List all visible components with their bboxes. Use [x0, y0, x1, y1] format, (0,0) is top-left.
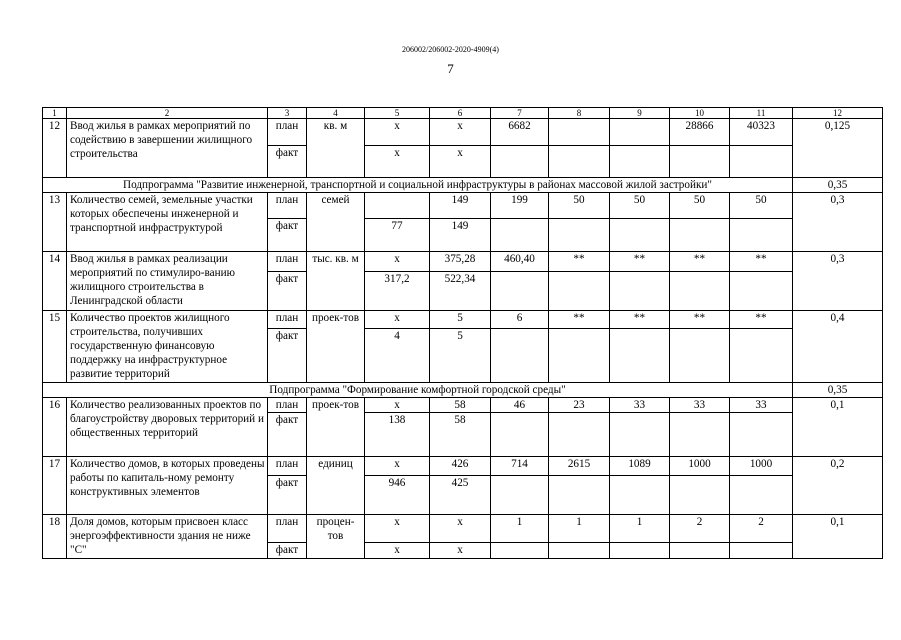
fact-value [610, 219, 670, 252]
fact-label: факт [268, 329, 307, 383]
plan-value: ** [670, 311, 730, 329]
fact-value [730, 272, 793, 311]
fact-value [491, 272, 549, 311]
indicator-name: Количество семей, земельные участки которых обеспечены инженерной и транспортной инфраструктурой [67, 193, 268, 252]
column-number: 3 [268, 108, 307, 119]
table-row [43, 311, 883, 329]
fact-value [730, 413, 793, 457]
row-number: 17 [43, 457, 67, 515]
table-row [43, 398, 883, 413]
fact-value [670, 219, 730, 252]
plan-value: 58 [430, 398, 491, 413]
plan-value: х [365, 398, 430, 413]
plan-label: план [268, 193, 307, 219]
plan-label: план [268, 515, 307, 543]
plan-label: план [268, 457, 307, 476]
plan-value: 6682 [491, 119, 549, 146]
fact-value [549, 146, 610, 178]
fact-value [491, 329, 549, 383]
row-number: 16 [43, 398, 67, 457]
plan-value: 33 [610, 398, 670, 413]
fact-value: х [430, 543, 491, 559]
plan-label: план [268, 398, 307, 413]
fact-value [610, 272, 670, 311]
weight-value: 0,1 [793, 515, 883, 559]
plan-value: ** [730, 252, 793, 272]
plan-value: 1 [610, 515, 670, 543]
plan-value: 5 [430, 311, 491, 329]
plan-value: х [365, 311, 430, 329]
fact-value: 149 [430, 219, 491, 252]
plan-value: ** [730, 311, 793, 329]
plan-value: 1000 [670, 457, 730, 476]
fact-value [549, 219, 610, 252]
row-number: 18 [43, 515, 67, 559]
fact-value [491, 146, 549, 178]
fact-label: факт [268, 476, 307, 515]
column-number: 11 [730, 108, 793, 119]
fact-value [610, 543, 670, 559]
plan-value: 1000 [730, 457, 793, 476]
unit: проек-тов [307, 311, 365, 383]
plan-value: 2 [670, 515, 730, 543]
indicators-table [42, 107, 883, 559]
table-row [43, 252, 883, 272]
weight-value: 0,1 [793, 398, 883, 457]
page-number: 7 [447, 61, 454, 76]
fact-value [610, 146, 670, 178]
indicator-name: Ввод жилья в рамках мероприятий по содействию в завершении жилищного строительства [67, 119, 268, 178]
fact-value: 138 [365, 413, 430, 457]
fact-label: факт [268, 413, 307, 457]
plan-value: х [365, 252, 430, 272]
plan-label: план [268, 119, 307, 146]
plan-value: 426 [430, 457, 491, 476]
fact-value: 4 [365, 329, 430, 383]
weight-value: 0,125 [793, 119, 883, 178]
table-row [43, 515, 883, 543]
unit: проек-тов [307, 398, 365, 457]
plan-value: 50 [670, 193, 730, 219]
fact-value [491, 476, 549, 515]
plan-value [365, 193, 430, 219]
fact-value [549, 476, 610, 515]
fact-value [670, 543, 730, 559]
fact-value [610, 329, 670, 383]
plan-value: х [430, 119, 491, 146]
fact-label: факт [268, 272, 307, 311]
column-number: 2 [67, 108, 268, 119]
column-number: 7 [491, 108, 549, 119]
plan-value: 1 [549, 515, 610, 543]
indicator-name: Ввод жилья в рамках реализации мероприятий по стимулиро-ванию жилищного строительства в Ленинградской области [67, 252, 268, 311]
plan-value: х [365, 515, 430, 543]
subprogram-row [43, 383, 883, 398]
fact-value [491, 543, 549, 559]
plan-value: 714 [491, 457, 549, 476]
subprogram-weight: 0,35 [793, 383, 883, 398]
weight-value: 0,3 [793, 193, 883, 252]
fact-value [730, 329, 793, 383]
plan-value: 50 [730, 193, 793, 219]
unit: единиц [307, 457, 365, 515]
plan-value: 149 [430, 193, 491, 219]
plan-value: х [430, 515, 491, 543]
plan-value: 1 [491, 515, 549, 543]
column-number: 5 [365, 108, 430, 119]
plan-value [610, 119, 670, 146]
column-number-row [43, 108, 883, 119]
fact-value [730, 219, 793, 252]
plan-value: 23 [549, 398, 610, 413]
fact-value [549, 329, 610, 383]
plan-value: 199 [491, 193, 549, 219]
fact-value [549, 413, 610, 457]
row-number: 15 [43, 311, 67, 383]
fact-value [670, 272, 730, 311]
plan-value: 2615 [549, 457, 610, 476]
column-number: 4 [307, 108, 365, 119]
fact-label: факт [268, 146, 307, 178]
fact-value [610, 413, 670, 457]
table-row [43, 193, 883, 219]
plan-value: 2 [730, 515, 793, 543]
fact-value: х [365, 543, 430, 559]
subprogram-weight: 0,35 [793, 178, 883, 193]
row-number: 12 [43, 119, 67, 178]
fact-value [730, 543, 793, 559]
indicator-name: Количество домов, в которых проведены работы по капиталь-ному ремонту конструктивных элементов [67, 457, 268, 515]
subprogram-row [43, 178, 883, 193]
fact-value: 77 [365, 219, 430, 252]
plan-label: план [268, 311, 307, 329]
column-number: 1 [43, 108, 67, 119]
plan-value: ** [549, 311, 610, 329]
unit: кв. м [307, 119, 365, 178]
fact-value [730, 146, 793, 178]
column-number: 10 [670, 108, 730, 119]
subprogram-title: Подпрограмма "Формирование комфортной городской среды" [43, 383, 793, 398]
subprogram-title: Подпрограмма "Развитие инженерной, транспортной и социальной инфраструктуры в районах массовой жилой застройки" [43, 178, 793, 193]
fact-value: х [365, 146, 430, 178]
fact-value: 317,2 [365, 272, 430, 311]
fact-value: 522,34 [430, 272, 491, 311]
fact-value [610, 476, 670, 515]
fact-value [491, 219, 549, 252]
document-id: 206002/206002-2020-4909(4) [402, 45, 499, 54]
unit: процен-тов [307, 515, 365, 559]
plan-value: 1089 [610, 457, 670, 476]
fact-value [670, 146, 730, 178]
indicator-name: Количество проектов жилищного строительства, получивших государственную финансовую поддержку на инфраструктурное развитие территорий [67, 311, 268, 383]
fact-value [670, 329, 730, 383]
fact-value: 425 [430, 476, 491, 515]
plan-value: 6 [491, 311, 549, 329]
weight-value: 0,3 [793, 252, 883, 311]
plan-value: ** [549, 252, 610, 272]
plan-label: план [268, 252, 307, 272]
plan-value: 46 [491, 398, 549, 413]
weight-value: 0,2 [793, 457, 883, 515]
fact-value [730, 476, 793, 515]
table-row [43, 457, 883, 476]
plan-value: 33 [670, 398, 730, 413]
table-row [43, 119, 883, 146]
plan-value: 460,40 [491, 252, 549, 272]
plan-value: 50 [610, 193, 670, 219]
fact-value [670, 413, 730, 457]
plan-value: 375,28 [430, 252, 491, 272]
plan-value: 33 [730, 398, 793, 413]
fact-value [549, 272, 610, 311]
plan-value: ** [610, 311, 670, 329]
indicator-name: Доля домов, которым присвоен класс энергоэффективности здания не ниже "С" [67, 515, 268, 559]
fact-value: 58 [430, 413, 491, 457]
weight-value: 0,4 [793, 311, 883, 383]
column-number: 8 [549, 108, 610, 119]
column-number: 12 [793, 108, 883, 119]
plan-value: 50 [549, 193, 610, 219]
fact-label: факт [268, 543, 307, 559]
fact-value [670, 476, 730, 515]
table-body [43, 108, 883, 559]
plan-value: х [365, 119, 430, 146]
indicator-name: Количество реализованных проектов по благоустройству дворовых территорий и общественных территорий [67, 398, 268, 457]
plan-value: 28866 [670, 119, 730, 146]
plan-value [549, 119, 610, 146]
fact-label: факт [268, 219, 307, 252]
fact-value: 5 [430, 329, 491, 383]
row-number: 13 [43, 193, 67, 252]
column-number: 6 [430, 108, 491, 119]
fact-value: 946 [365, 476, 430, 515]
plan-value: ** [670, 252, 730, 272]
plan-value: 40323 [730, 119, 793, 146]
row-number: 14 [43, 252, 67, 311]
fact-value [549, 543, 610, 559]
plan-value: ** [610, 252, 670, 272]
fact-value [491, 413, 549, 457]
unit: тыс. кв. м [307, 252, 365, 311]
fact-value: х [430, 146, 491, 178]
unit: семей [307, 193, 365, 252]
plan-value: х [365, 457, 430, 476]
column-number: 9 [610, 108, 670, 119]
